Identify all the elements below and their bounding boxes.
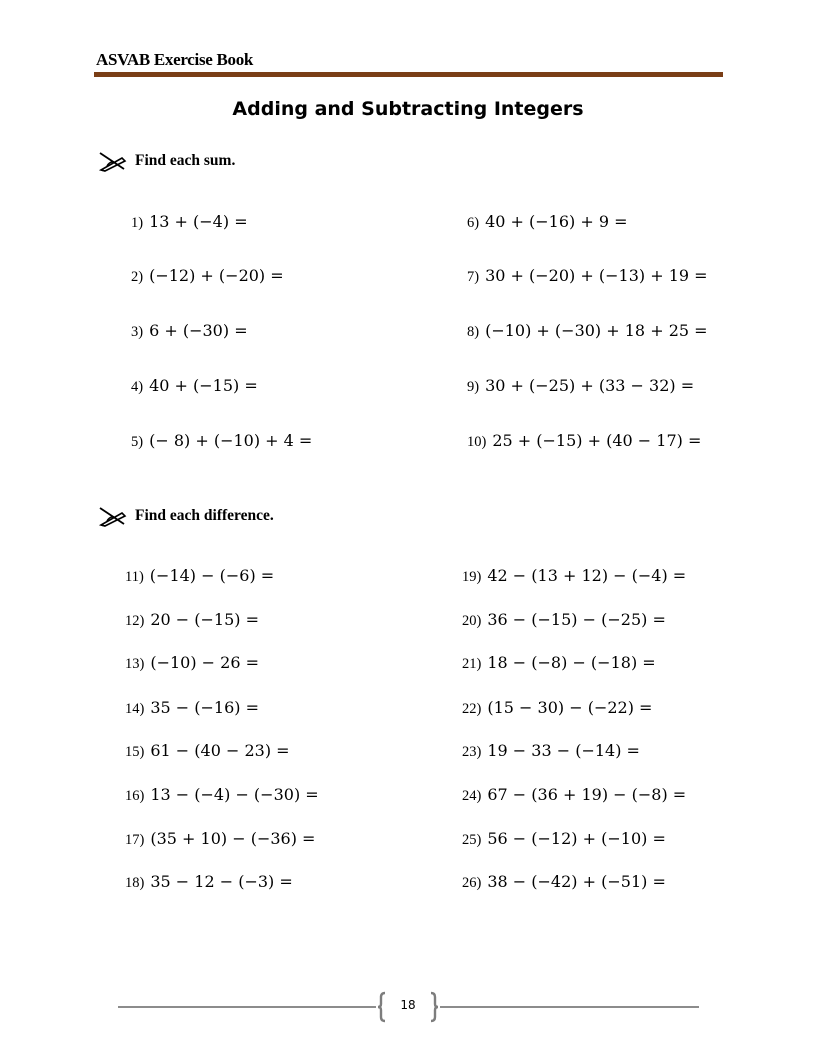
problem-12: [125, 610, 259, 630]
book-title: ASVAB Exercise Book: [96, 50, 254, 69]
problem-9: [467, 376, 694, 396]
problem-expression: 6 + (−30) =: [149, 321, 248, 340]
problem-number: 8): [467, 324, 480, 340]
problem-8: [467, 321, 708, 341]
problem-expression: 30 + (−20) + (−13) + 19 =: [485, 266, 708, 285]
problem-number: 23): [462, 744, 482, 760]
problem-20: [462, 610, 666, 630]
problem-expression: 30 + (−25) + (33 − 32) =: [485, 376, 695, 395]
problem-number: 20): [462, 613, 482, 629]
problem-expression: (−10) + (−30) + 18 + 25 =: [485, 321, 708, 340]
problem-18: [125, 872, 293, 892]
pencil-crossed-icon: [98, 150, 128, 172]
difference-section-heading: [98, 505, 274, 527]
difference-heading-text: Find each difference.: [135, 507, 274, 524]
problem-expression: 38 − (−42) + (−51) =: [487, 872, 666, 891]
problem-6: [467, 212, 628, 232]
problem-expression: 56 − (−12) + (−10) =: [487, 829, 666, 848]
problem-number: 21): [462, 656, 482, 672]
problem-number: 1): [131, 215, 144, 231]
problem-number: 9): [467, 379, 480, 395]
footer-rule-left: [118, 1006, 376, 1008]
problem-expression: 25 + (−15) + (40 − 17) =: [492, 431, 702, 450]
problem-26: [462, 872, 666, 892]
problem-25: [462, 829, 666, 849]
problem-number: 17): [125, 832, 145, 848]
problem-number: 26): [462, 875, 482, 891]
problem-2: [131, 266, 284, 286]
problem-number: 24): [462, 788, 482, 804]
problem-expression: 13 − (−4) − (−30) =: [150, 785, 319, 804]
problem-19: [462, 566, 686, 586]
problem-number: 13): [125, 656, 145, 672]
problem-24: [462, 785, 686, 805]
page-number: 18: [400, 998, 416, 1012]
problem-11: [125, 566, 274, 586]
problem-expression: 42 − (13 + 12) − (−4) =: [487, 566, 687, 585]
problem-expression: 40 + (−15) =: [149, 376, 258, 395]
problem-expression: (− 8) + (−10) + 4 =: [149, 431, 313, 450]
problem-3: [131, 321, 248, 341]
problem-22: [462, 698, 652, 718]
problem-13: [125, 653, 259, 673]
problem-number: 15): [125, 744, 145, 760]
problem-expression: 18 − (−8) − (−18) =: [487, 653, 656, 672]
problem-number: 5): [131, 434, 144, 450]
page-title: Adding and Subtracting Integers: [232, 98, 584, 120]
problem-expression: 35 − (−16) =: [150, 698, 260, 717]
problem-number: 18): [125, 875, 145, 891]
problem-number: 11): [125, 569, 144, 585]
problem-expression: 36 − (−15) − (−25) =: [487, 610, 666, 629]
problem-14: [125, 698, 259, 718]
problem-number: 12): [125, 613, 145, 629]
problem-expression: 19 − 33 − (−14) =: [487, 741, 640, 760]
problem-expression: 20 − (−15) =: [150, 610, 260, 629]
problem-number: 25): [462, 832, 482, 848]
problem-expression: 35 − 12 − (−3) =: [150, 872, 293, 891]
problem-expression: (−14) − (−6) =: [149, 566, 275, 585]
problem-10: [467, 431, 701, 451]
problem-number: 6): [467, 215, 480, 231]
problem-17: [125, 829, 315, 849]
problem-number: 14): [125, 701, 145, 717]
problem-expression: 13 + (−4) =: [149, 212, 248, 231]
problem-15: [125, 741, 290, 761]
problem-4: [131, 376, 258, 396]
problem-expression: (35 + 10) − (−36) =: [150, 829, 316, 848]
footer-rule-right: [440, 1006, 699, 1008]
problem-number: 3): [131, 324, 144, 340]
problem-expression: 67 − (36 + 19) − (−8) =: [487, 785, 687, 804]
problem-5: [131, 431, 312, 451]
problem-number: 16): [125, 788, 145, 804]
problem-23: [462, 741, 640, 761]
problem-16: [125, 785, 319, 805]
problem-expression: (15 − 30) − (−22) =: [487, 698, 653, 717]
problem-expression: (−10) − 26 =: [150, 653, 260, 672]
sum-heading-text: Find each sum.: [135, 152, 236, 169]
problem-7: [467, 266, 708, 286]
pencil-crossed-icon: [98, 505, 128, 527]
problem-number: 7): [467, 269, 480, 285]
problem-number: 10): [467, 434, 487, 450]
problem-number: 19): [462, 569, 482, 585]
problem-21: [462, 653, 656, 673]
sum-section-heading: [98, 150, 235, 172]
problem-number: 4): [131, 379, 144, 395]
problem-number: 2): [131, 269, 144, 285]
problem-1: [131, 212, 248, 232]
problem-number: 22): [462, 701, 482, 717]
header-rule: [94, 72, 723, 77]
problem-expression: (−12) + (−20) =: [149, 266, 284, 285]
problem-expression: 61 − (40 − 23) =: [150, 741, 290, 760]
problem-expression: 40 + (−16) + 9 =: [485, 212, 628, 231]
